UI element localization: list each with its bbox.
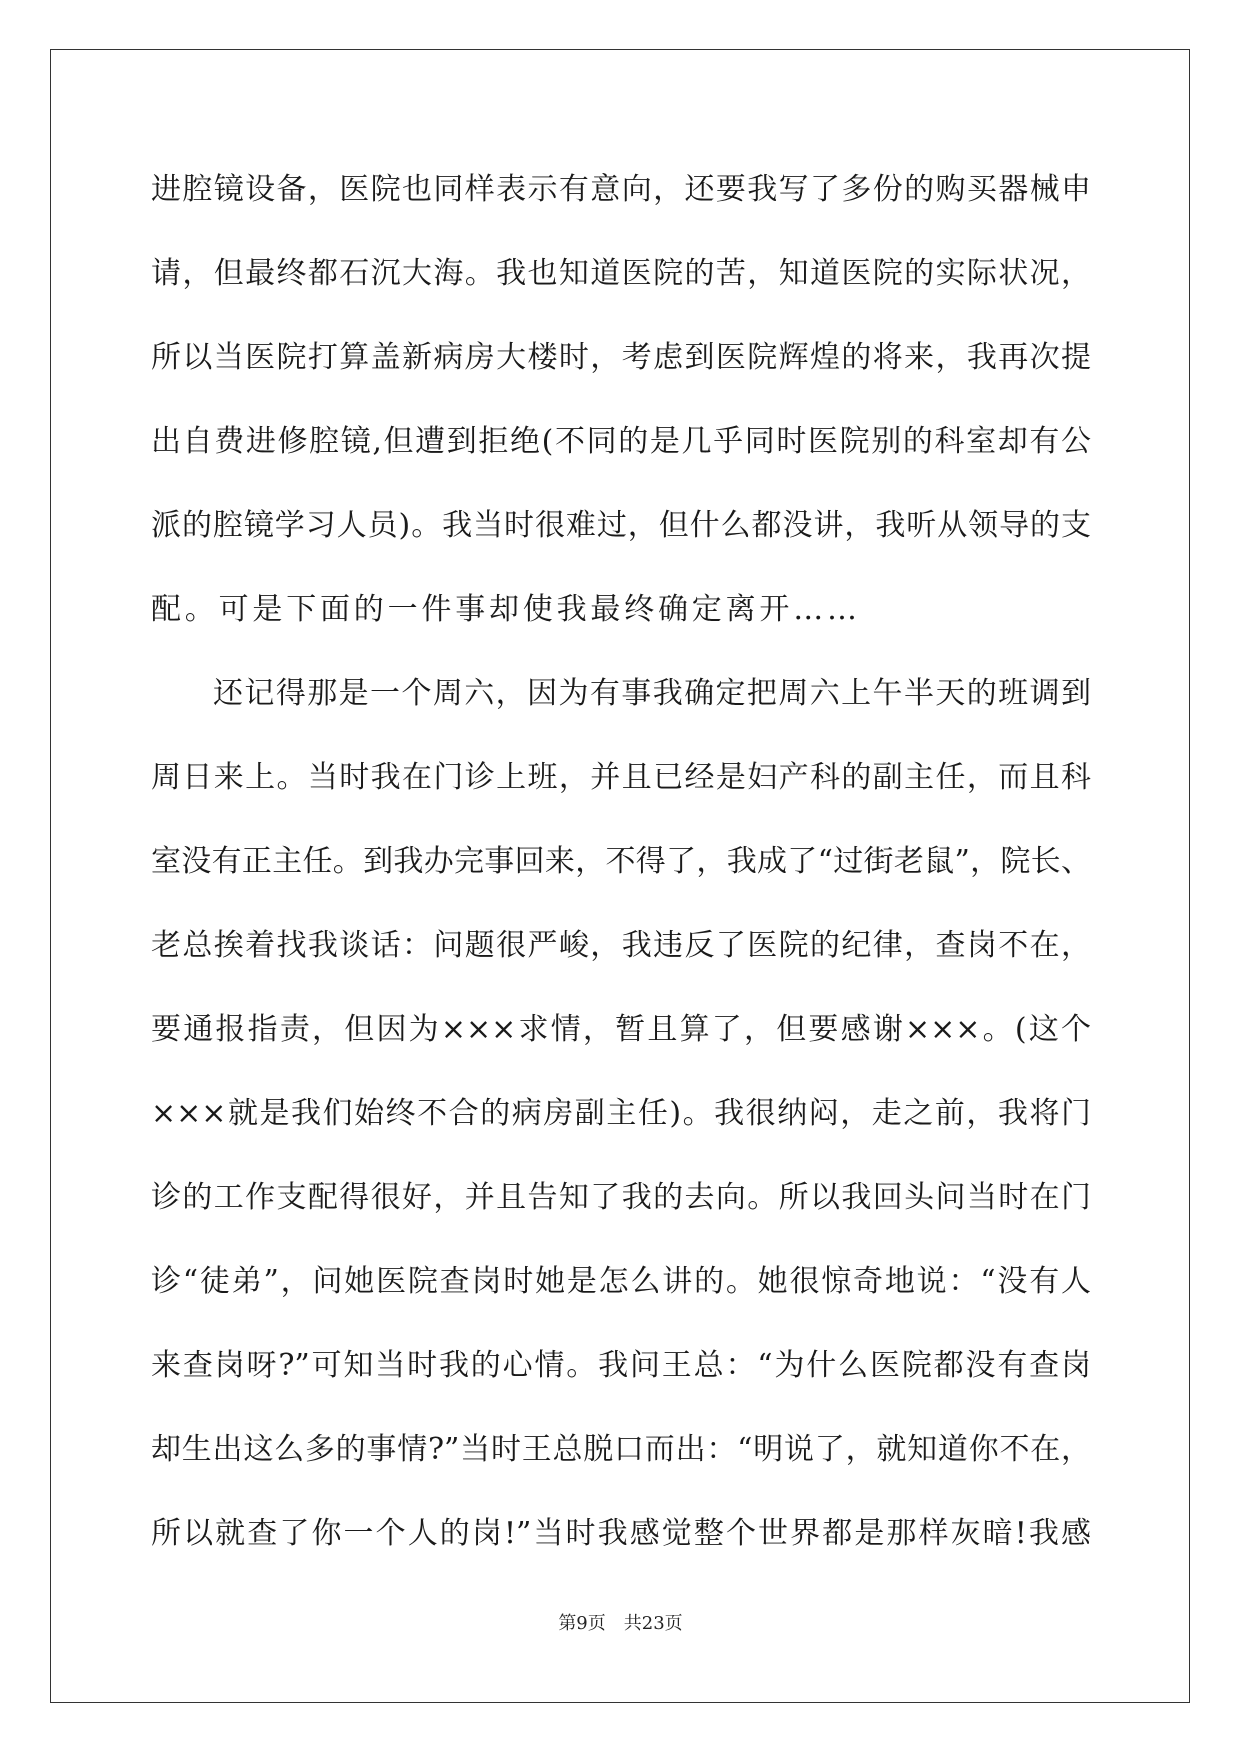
text-line: 要通报指责，但因为×××求情，暂且算了，但要感谢×××。(这个 [151,1012,1091,1047]
text-line: ×××就是我们始终不合的病房副主任)。我很纳闷，走之前，我将门 [151,1096,1091,1131]
text-line: 室没有正主任。到我办完事回来，不得了，我成了“过街老鼠”，院长、 [151,844,1091,879]
text-line: 配。可是下面的一件事却使我最终确定离开…… [151,592,861,627]
text-line: 老总挨着找我谈话：问题很严峻，我违反了医院的纪律，查岗不在， [151,928,1091,963]
page-footer [0,1609,1241,1635]
document-body [151,158,1091,1586]
text-line: 却生出这么多的事情?”当时王总脱口而出：“明说了，就知道你不在， [151,1432,1091,1467]
page-number: 第9页 [558,1613,606,1634]
text-line: 进腔镜设备，医院也同样表示有意向，还要我写了多份的购买器械申 [151,172,1091,207]
page-total: 共23页 [623,1613,683,1634]
text-line: 请，但最终都石沉大海。我也知道医院的苦，知道医院的实际状况， [151,256,1091,291]
text-line: 所以就查了你一个人的岗!”当时我感觉整个世界都是那样灰暗!我感 [151,1516,1091,1551]
text-line: 来查岗呀?”可知当时我的心情。我问王总：“为什么医院都没有查岗 [151,1348,1091,1383]
text-line: 出自费进修腔镜,但遭到拒绝(不同的是几乎同时医院别的科室却有公 [151,424,1091,459]
text-line: 所以当医院打算盖新病房大楼时，考虑到医院辉煌的将来，我再次提 [151,340,1091,375]
text-line: 诊“徒弟”，问她医院查岗时她是怎么讲的。她很惊奇地说：“没有人 [151,1264,1091,1299]
text-line: 诊的工作支配得很好，并且告知了我的去向。所以我回头问当时在门 [151,1180,1091,1215]
text-line: 派的腔镜学习人员)。我当时很难过，但什么都没讲，我听从领导的支 [151,508,1091,543]
paragraph-first-line: 还记得那是一个周六，因为有事我确定把周六上午半天的班调到 [213,676,1091,711]
text-line: 周日来上。当时我在门诊上班，并且已经是妇产科的副主任，而且科 [151,760,1091,795]
